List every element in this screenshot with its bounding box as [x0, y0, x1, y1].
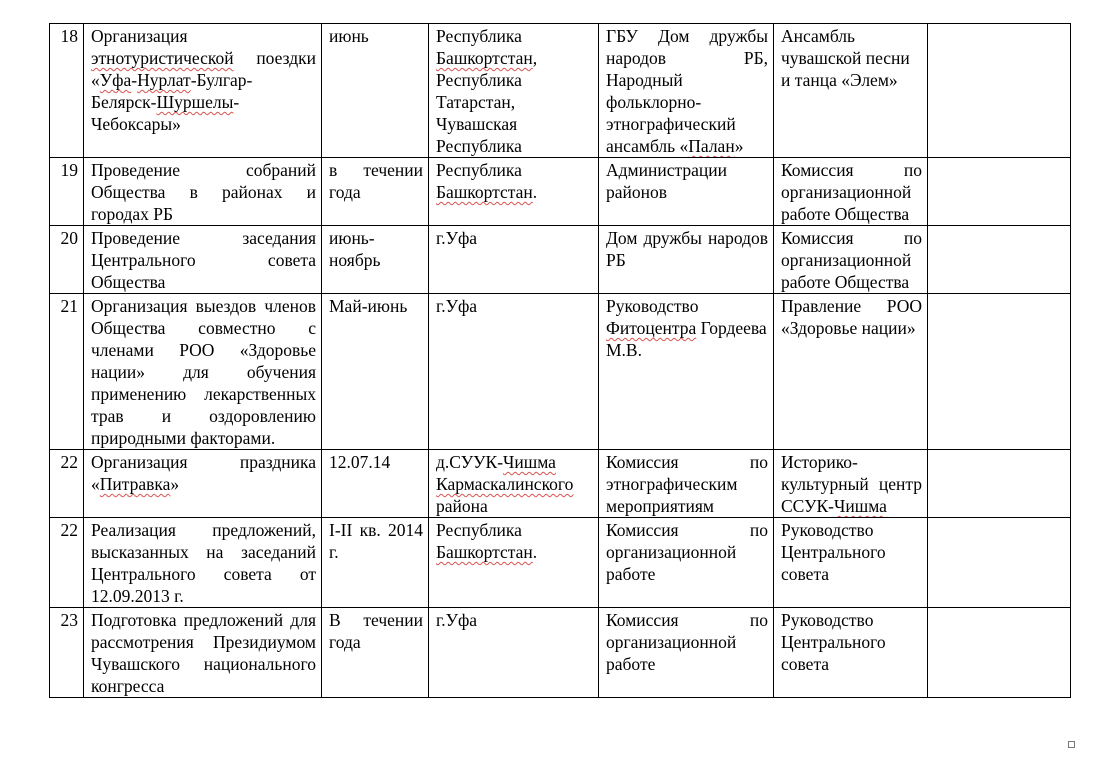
date-cell: В течении года [322, 608, 429, 698]
event-cell: Организация этнотуристической поездки «Уфа-Нурлат-Булгар-Белярск-Шуршелы-Чебоксары» [84, 24, 322, 158]
responsible-cell: Комиссия по этнографическим мероприятиям [599, 450, 774, 518]
notes-cell [928, 518, 1071, 608]
executors-cell: Правление РОО «Здоровье нации» [774, 294, 928, 450]
table-row [50, 294, 1071, 450]
row-number: 19 [50, 158, 84, 226]
place-cell: г.Уфа [429, 294, 599, 450]
notes-cell [928, 24, 1071, 158]
notes-cell [928, 450, 1071, 518]
place-cell: г.Уфа [429, 608, 599, 698]
table-row [50, 226, 1071, 294]
place-cell: Республика Башкортстан. [429, 158, 599, 226]
row-number: 18 [50, 24, 84, 158]
responsible-cell: Комиссия по организационной работе [599, 608, 774, 698]
date-cell: в течении года [322, 158, 429, 226]
event-cell: Реализация предложений, высказанных на заседаний Центрального совета от 12.09.2013 г. [84, 518, 322, 608]
table-row [50, 450, 1071, 518]
executors-cell: Комиссия по организационной работе Общества [774, 158, 928, 226]
table-row [50, 518, 1071, 608]
responsible-cell: Администрации районов [599, 158, 774, 226]
event-cell: Проведение заседания Центрального совета Общества [84, 226, 322, 294]
notes-cell [928, 226, 1071, 294]
table-row [50, 24, 1071, 158]
date-cell: 12.07.14 [322, 450, 429, 518]
responsible-cell: Руководство Фитоцентра Гордеева М.В. [599, 294, 774, 450]
place-cell: д.СУУК-Чишма Кармаскалинского района [429, 450, 599, 518]
place-cell: Республика Башкортстан, Республика Татарстан, Чувашская Республика [429, 24, 599, 158]
responsible-cell: Дом дружбы народов РБ [599, 226, 774, 294]
row-number: 22 [50, 518, 84, 608]
notes-cell [928, 158, 1071, 226]
table-row [50, 158, 1071, 226]
executors-cell: Руководство Центрального совета [774, 518, 928, 608]
row-number: 20 [50, 226, 84, 294]
row-number: 22 [50, 450, 84, 518]
event-cell: Организация выездов членов Общества совместно с членами РОО «Здоровье нации» для обучения применению лекарственных трав и оздоровлению природными факторами. [84, 294, 322, 450]
place-cell: г.Уфа [429, 226, 599, 294]
date-cell: июнь [322, 24, 429, 158]
event-cell: Организация праздника «Питравка» [84, 450, 322, 518]
table-body [50, 24, 1071, 698]
date-cell: Май-июнь [322, 294, 429, 450]
event-cell: Проведение собраний Общества в районах и городах РБ [84, 158, 322, 226]
responsible-cell: ГБУ Дом дружбы народов РБ, Народный фольклорно-этнографический ансамбль «Палан» [599, 24, 774, 158]
date-cell: июнь-ноябрь [322, 226, 429, 294]
notes-cell [928, 608, 1071, 698]
row-number: 21 [50, 294, 84, 450]
table-row [50, 608, 1071, 698]
place-cell: Республика Башкортстан. [429, 518, 599, 608]
executors-cell: Ансамбль чувашской песни и танца «Элем» [774, 24, 928, 158]
row-number: 23 [50, 608, 84, 698]
notes-cell [928, 294, 1071, 450]
date-cell: I-II кв. 2014 г. [322, 518, 429, 608]
table-resize-handle[interactable] [1068, 741, 1075, 748]
responsible-cell: Комиссия по организационной работе [599, 518, 774, 608]
event-cell: Подготовка предложений для рассмотрения Президиумом Чувашского национального конгресса [84, 608, 322, 698]
events-table [49, 23, 1071, 698]
executors-cell: Историко-культурный центр ССУК-Чишма [774, 450, 928, 518]
executors-cell: Комиссия по организационной работе Общества [774, 226, 928, 294]
executors-cell: Руководство Центрального совета [774, 608, 928, 698]
